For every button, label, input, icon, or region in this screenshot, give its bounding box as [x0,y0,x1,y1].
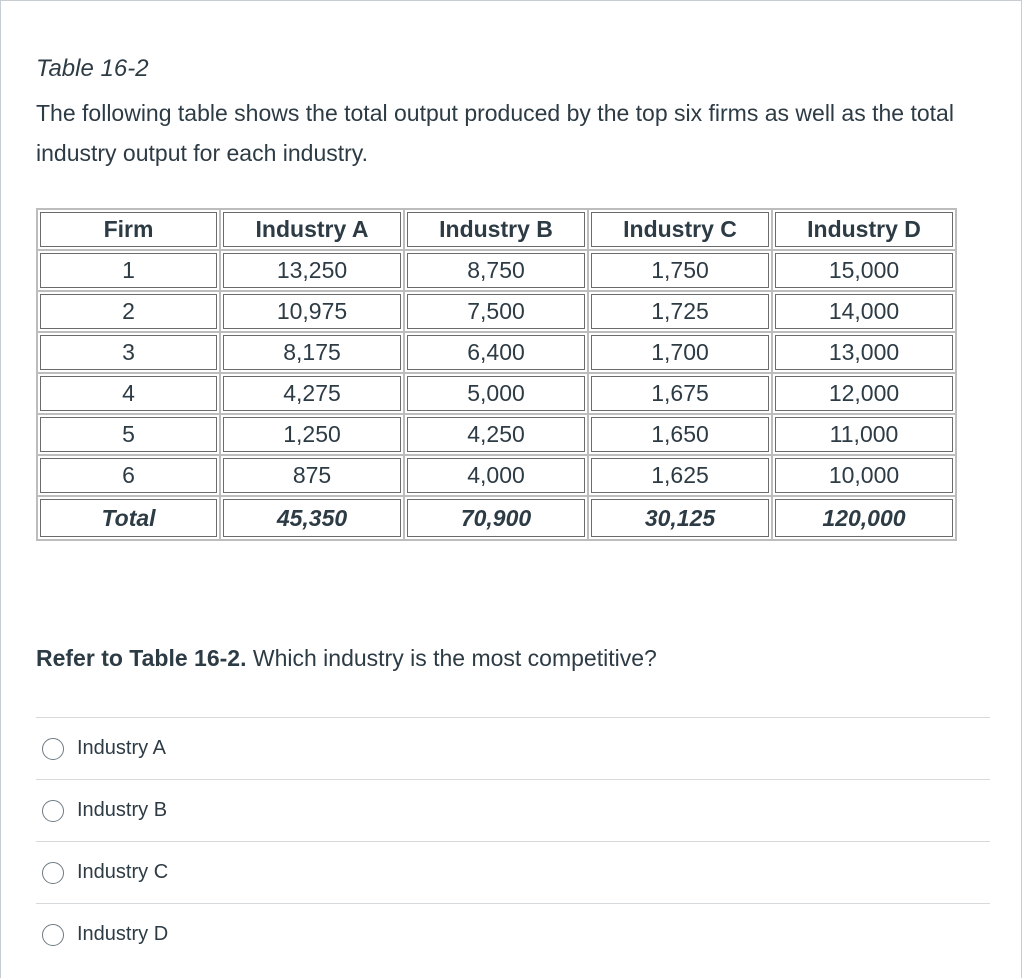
table-row [37,373,956,414]
table-cell: 4,000 [404,455,588,496]
table-cell: 5 [37,414,220,455]
table-cell: 1,650 [588,414,772,455]
table-cell: 10,975 [220,291,404,332]
question-text [36,645,657,672]
radio-button[interactable] [42,800,64,822]
answer-label[interactable]: Industry C [77,861,169,883]
table-cell: 10,000 [772,455,956,496]
radio-button[interactable] [42,862,64,884]
table-cell: 1,625 [588,455,772,496]
table-cell: 3 [37,332,220,373]
table-cell: 14,000 [772,291,956,332]
table-cell: 15,000 [772,250,956,291]
table-cell: 1,700 [588,332,772,373]
table-cell: 1,250 [220,414,404,455]
table-cell: 6,400 [404,332,588,373]
answer-label[interactable]: Industry D [77,923,169,945]
table-cell: 1 [37,250,220,291]
table-cell: 4,250 [404,414,588,455]
total-industry-a: 45,350 [220,496,404,540]
table-cell: 2 [37,291,220,332]
table-cell: 8,175 [220,332,404,373]
table-cell: 13,250 [220,250,404,291]
table-cell: 1,750 [588,250,772,291]
header-industry-a: Industry A [220,209,404,250]
answer-option-industry-a[interactable] [36,717,990,779]
table-cell: 1,675 [588,373,772,414]
table-cell: 8,750 [404,250,588,291]
question-reference: Refer to Table 16-2. [36,645,247,671]
table-cell: 13,000 [772,332,956,373]
table-header-row [37,209,956,250]
answer-option-industry-d[interactable] [36,903,990,965]
table-cell: 4,275 [220,373,404,414]
total-industry-d: 120,000 [772,496,956,540]
table-total-row [37,496,956,540]
table-intro-text: The following table shows the total output produced by the top six firms as well as the total industry output for each industry. [36,100,954,166]
answer-option-industry-c[interactable] [36,841,990,903]
radio-button[interactable] [42,924,64,946]
total-industry-c: 30,125 [588,496,772,540]
question-body: Which industry is the most competitive? [246,645,657,671]
total-industry-b: 70,900 [404,496,588,540]
table-cell: 4 [37,373,220,414]
table-cell: 12,000 [772,373,956,414]
table-row [37,455,956,496]
answer-label[interactable]: Industry B [77,799,168,821]
table-row [37,291,956,332]
table-cell: 5,000 [404,373,588,414]
answer-option-industry-b[interactable] [36,779,990,841]
table-cell: 11,000 [772,414,956,455]
table-cell: 875 [220,455,404,496]
radio-button[interactable] [42,738,64,760]
header-industry-d: Industry D [772,209,956,250]
industry-output-table [36,208,957,541]
header-industry-c: Industry C [588,209,772,250]
table-row [37,414,956,455]
answer-label[interactable]: Industry A [77,737,166,759]
table-cell: 7,500 [404,291,588,332]
table-row [37,332,956,373]
total-label: Total [37,496,220,540]
table-row [37,250,956,291]
header-firm: Firm [37,209,220,250]
table-cell: 1,725 [588,291,772,332]
table-cell: 6 [37,455,220,496]
answer-list [36,717,990,965]
header-industry-b: Industry B [404,209,588,250]
table-title: Table 16-2 [36,55,149,82]
